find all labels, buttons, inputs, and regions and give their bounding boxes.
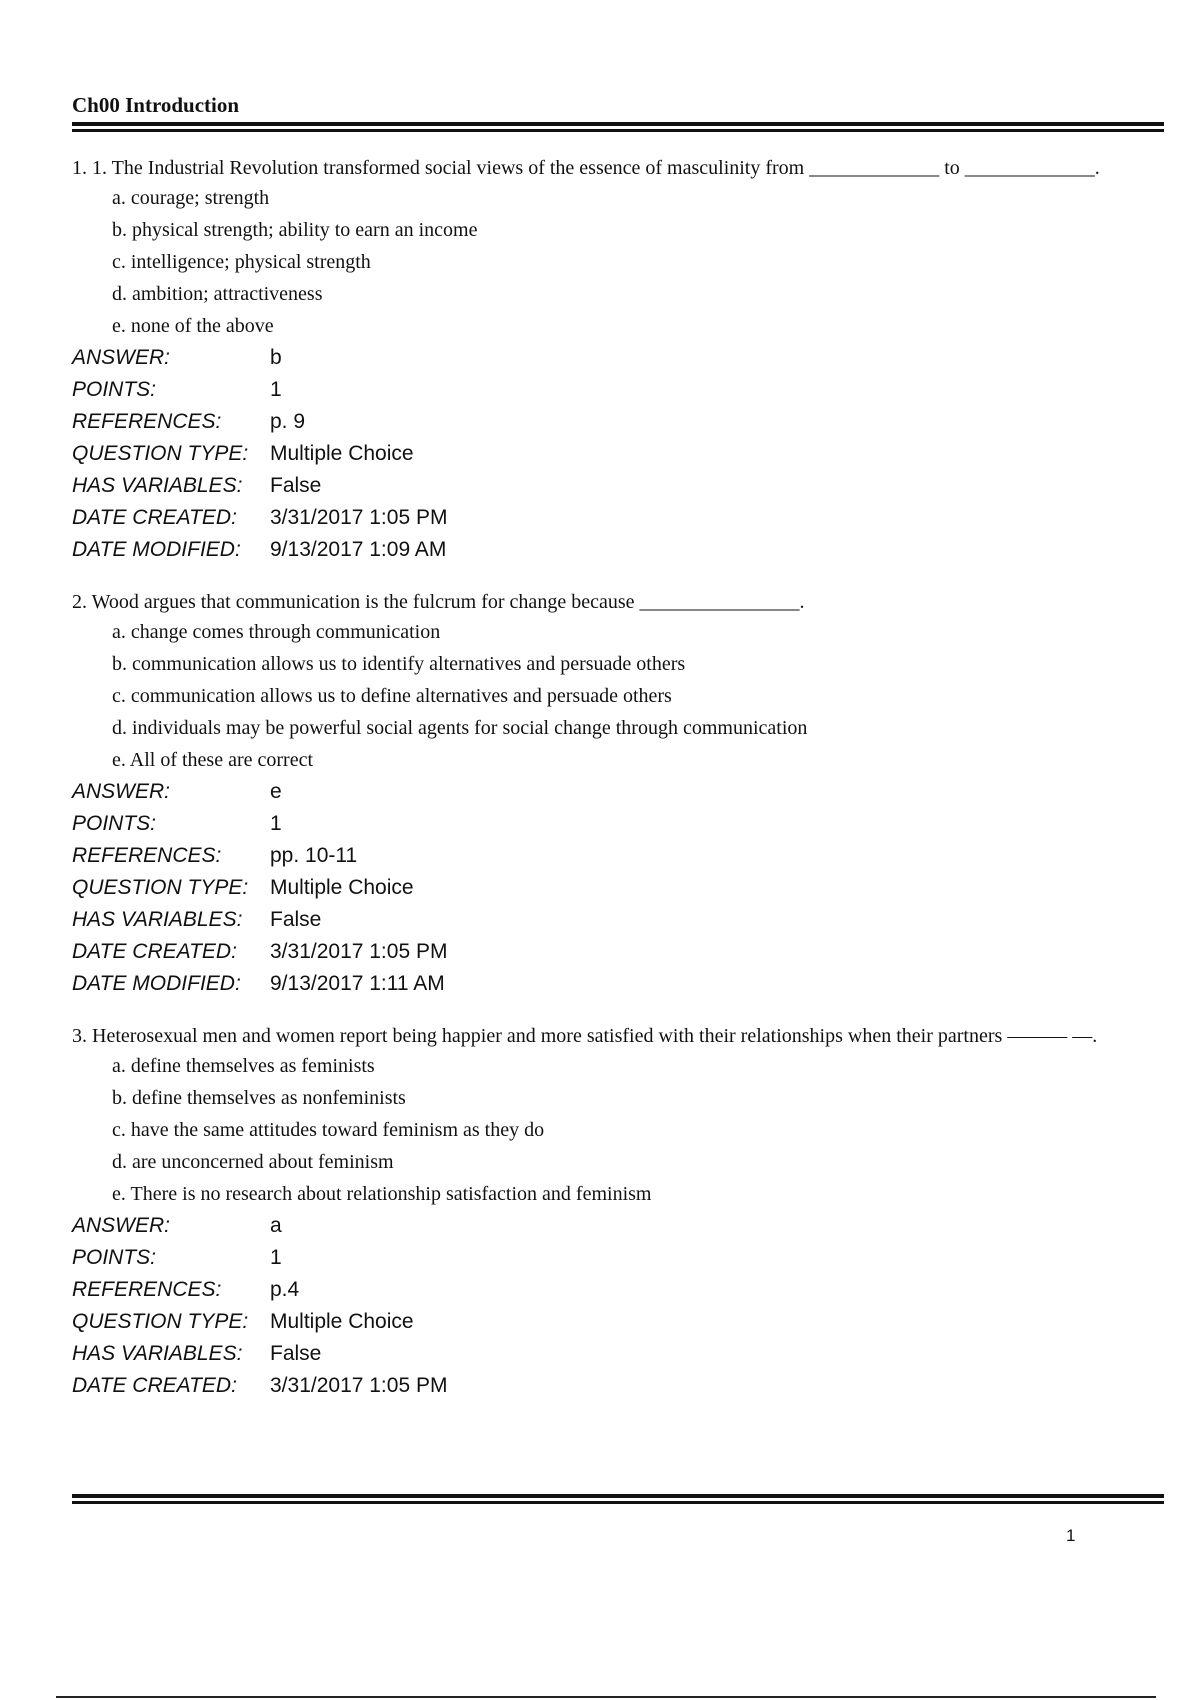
page-edge-line [56,1696,1156,1698]
answer-row [72,1210,1164,1242]
references-row [72,840,1164,872]
footer-double-rule [72,1494,1164,1504]
question-1 [72,154,1164,566]
date-modified-value: 9/13/2017 1:11 AM [270,972,445,995]
choice-b: b. define themselves as nonfeminists [112,1087,406,1109]
date-modified-label: DATE MODIFIED: [72,972,241,995]
question-text: 2. Wood argues that communication is the fulcrum for change because ________________. [72,591,805,613]
answer-value: b [270,346,282,369]
document-page [72,90,1164,1402]
answer-value: e [270,780,282,803]
page-number: 1 [1066,1526,1076,1545]
header-double-rule [72,122,1164,132]
date-created-row [72,502,1164,534]
question-type-row [72,872,1164,904]
date-created-value: 3/31/2017 1:05 PM [270,940,448,963]
question-type-row [72,1306,1164,1338]
choice-c: c. have the same attitudes toward feminism as they do [112,1119,545,1141]
choice-c: c. intelligence; physical strength [112,251,371,273]
points-label: POINTS: [72,1246,157,1269]
choice-c: c. communication allows us to define alternatives and persuade others [112,685,672,707]
date-created-label: DATE CREATED: [72,1374,237,1397]
question-metadata [72,776,1164,1000]
points-value: 1 [270,1246,282,1269]
question-type-value: Multiple Choice [270,1310,414,1333]
choice-e: e. All of these are correct [112,749,314,771]
date-modified-value: 9/13/2017 1:09 AM [270,538,447,561]
references-value: pp. 10-11 [270,844,358,867]
choice-a: a. define themselves as feminists [112,1055,375,1077]
answer-row [72,342,1164,374]
points-row [72,1242,1164,1274]
choice-b: b. communication allows us to identify alternatives and persuade others [112,653,686,675]
answer-label: ANSWER: [72,1214,171,1237]
references-row [72,406,1164,438]
date-created-label: DATE CREATED: [72,940,237,963]
choice-list [72,616,1164,776]
choice-e: e. none of the above [112,315,274,337]
date-created-value: 3/31/2017 1:05 PM [270,1374,448,1397]
points-value: 1 [270,378,282,401]
references-value: p. 9 [270,410,306,433]
choice-e: e. There is no research about relationship satisfaction and feminism [112,1183,652,1205]
choice-a: a. change comes through communication [112,621,441,643]
question-type-value: Multiple Choice [270,876,414,899]
references-label: REFERENCES: [72,844,222,867]
has-variables-label: HAS VARIABLES: [72,908,243,931]
answer-value: a [270,1214,282,1237]
has-variables-row [72,904,1164,936]
question-3 [72,1022,1164,1402]
question-type-label: QUESTION TYPE: [72,1310,249,1333]
date-modified-label: DATE MODIFIED: [72,538,241,561]
points-label: POINTS: [72,378,157,401]
date-modified-row [72,968,1164,1000]
has-variables-value: False [270,1342,322,1365]
has-variables-row [72,1338,1164,1370]
has-variables-value: False [270,908,322,931]
points-value: 1 [270,812,282,835]
has-variables-label: HAS VARIABLES: [72,474,243,497]
answer-label: ANSWER: [72,780,171,803]
references-value: p.4 [270,1278,300,1301]
question-2 [72,588,1164,1000]
answer-label: ANSWER: [72,346,171,369]
date-created-row [72,936,1164,968]
has-variables-row [72,470,1164,502]
date-modified-row [72,534,1164,566]
choice-d: d. are unconcerned about feminism [112,1151,394,1173]
has-variables-label: HAS VARIABLES: [72,1342,243,1365]
date-created-label: DATE CREATED: [72,506,237,529]
has-variables-value: False [270,474,322,497]
question-metadata [72,342,1164,566]
question-text: 3. Heterosexual men and women report being happier and more satisfied with their relationships when their partners ——— —. [72,1025,1098,1047]
question-type-row [72,438,1164,470]
question-type-value: Multiple Choice [270,442,414,465]
choice-d: d. individuals may be powerful social agents for social change through communication [112,717,808,739]
question-type-label: QUESTION TYPE: [72,876,249,899]
date-created-row [72,1370,1164,1402]
choice-list [72,1050,1164,1210]
choice-d: d. ambition; attractiveness [112,283,323,305]
points-label: POINTS: [72,812,157,835]
references-label: REFERENCES: [72,410,222,433]
question-type-label: QUESTION TYPE: [72,442,249,465]
choice-list [72,182,1164,342]
question-text: 1. 1. The Industrial Revolution transformed social views of the essence of masculinity from _____________ to _____________. [72,157,1100,179]
points-row [72,374,1164,406]
choice-b: b. physical strength; ability to earn an income [112,219,478,241]
choice-a: a. courage; strength [112,187,270,209]
chapter-title: Ch00 Introduction [72,93,240,117]
answer-row [72,776,1164,808]
date-created-value: 3/31/2017 1:05 PM [270,506,448,529]
question-metadata [72,1210,1164,1402]
references-label: REFERENCES: [72,1278,222,1301]
references-row [72,1274,1164,1306]
points-row [72,808,1164,840]
